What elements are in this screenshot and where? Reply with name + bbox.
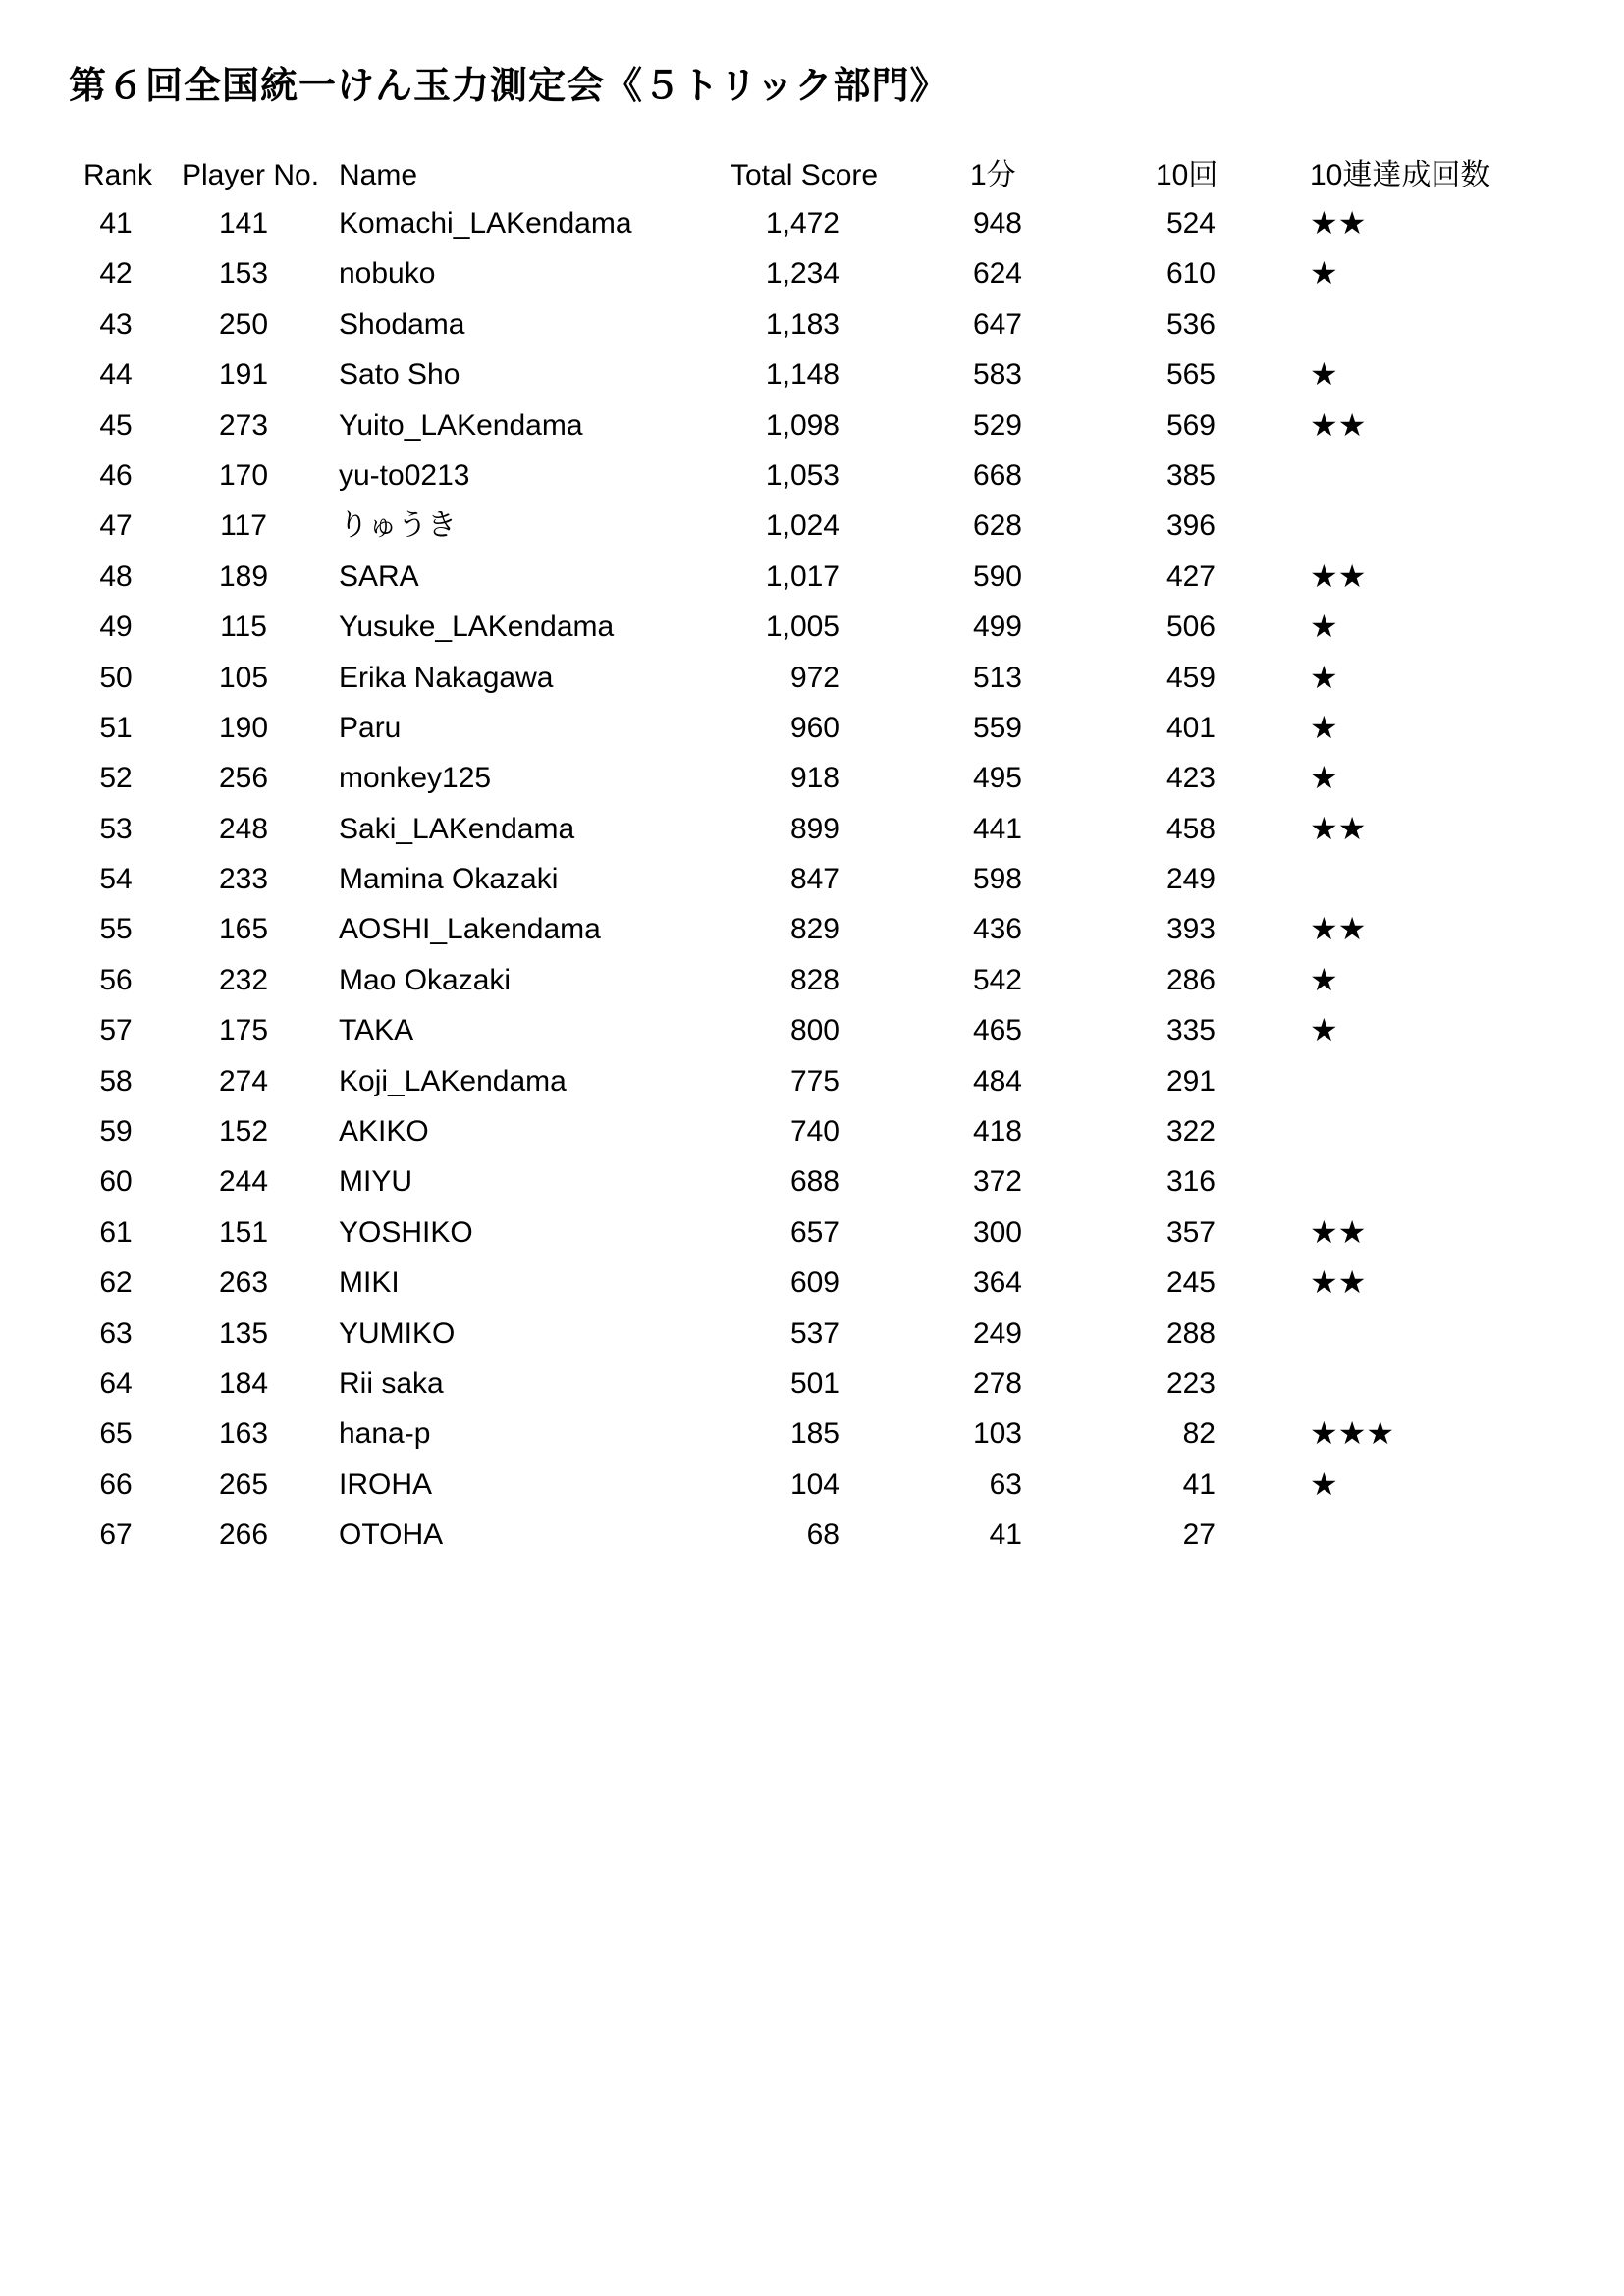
player-name-cell: AKIKO xyxy=(339,1115,429,1148)
table-row xyxy=(0,1005,1624,1055)
player-no-cell: 256 xyxy=(218,762,269,795)
header-ten-streak-count: 10連達成回数 xyxy=(1310,159,1490,191)
ten-streak-stars: ★★★ xyxy=(1310,1415,1395,1452)
ten-streak-stars: ★ xyxy=(1310,1012,1338,1048)
player-name-cell: Rii saka xyxy=(339,1366,444,1400)
ten-times-score-cell: 385 xyxy=(1165,458,1216,492)
player-no-cell: 117 xyxy=(220,509,267,543)
one-minute-score-cell: 624 xyxy=(972,257,1022,291)
ten-streak-stars: ★★ xyxy=(1310,1264,1367,1301)
rank-cell: 48 xyxy=(99,560,133,593)
player-name-cell: Sato Sho xyxy=(339,358,460,392)
ten-times-score-cell: 393 xyxy=(1165,913,1216,946)
total-score-cell: 800 xyxy=(789,1014,839,1047)
rank-cell: 47 xyxy=(99,509,133,543)
player-name-cell: Paru xyxy=(339,711,402,744)
player-no-cell: 135 xyxy=(218,1316,269,1350)
player-name-cell: nobuko xyxy=(339,257,436,291)
total-score-cell: 1,183 xyxy=(765,307,839,341)
total-score-cell: 1,017 xyxy=(765,560,839,593)
player-name-cell: Mamina Okazaki xyxy=(339,863,559,896)
ten-times-score-cell: 316 xyxy=(1165,1165,1216,1199)
rank-cell: 42 xyxy=(99,257,133,291)
rank-cell: 46 xyxy=(99,458,133,492)
rank-cell: 66 xyxy=(99,1468,133,1501)
one-minute-score-cell: 484 xyxy=(972,1064,1022,1097)
ten-times-score-cell: 536 xyxy=(1165,307,1216,341)
ten-times-score-cell: 335 xyxy=(1165,1014,1216,1047)
rank-cell: 54 xyxy=(99,863,133,896)
table-row xyxy=(0,1156,1624,1206)
player-name-cell: りゅうき xyxy=(339,509,457,543)
player-no-cell: 184 xyxy=(218,1366,269,1400)
one-minute-score-cell: 948 xyxy=(972,207,1022,240)
ten-times-score-cell: 396 xyxy=(1165,509,1216,543)
player-name-cell: MIKI xyxy=(339,1266,400,1300)
ten-streak-stars: ★ xyxy=(1310,356,1338,393)
total-score-cell: 847 xyxy=(789,863,839,896)
total-score-cell: 775 xyxy=(789,1064,839,1097)
ten-streak-stars: ★★ xyxy=(1310,406,1367,443)
player-no-cell: 105 xyxy=(218,661,269,694)
player-name-cell: TAKA xyxy=(339,1014,414,1047)
ten-times-score-cell: 524 xyxy=(1165,207,1216,240)
table-row xyxy=(0,299,1624,349)
one-minute-score-cell: 495 xyxy=(972,762,1022,795)
player-no-cell: 153 xyxy=(218,257,269,291)
total-score-cell: 609 xyxy=(789,1266,839,1300)
ten-streak-stars: ★ xyxy=(1310,709,1338,745)
one-minute-score-cell: 499 xyxy=(972,611,1022,644)
ten-times-score-cell: 291 xyxy=(1165,1064,1216,1097)
player-name-cell: SARA xyxy=(339,560,419,593)
total-score-cell: 1,098 xyxy=(765,408,839,442)
total-score-cell: 185 xyxy=(789,1417,839,1451)
total-score-cell: 899 xyxy=(789,812,839,845)
ten-streak-stars: ★ xyxy=(1310,255,1338,292)
one-minute-score-cell: 278 xyxy=(972,1366,1022,1400)
ten-times-score-cell: 506 xyxy=(1165,611,1216,644)
ten-times-score-cell: 357 xyxy=(1165,1215,1216,1249)
table-row xyxy=(0,1106,1624,1156)
one-minute-score-cell: 300 xyxy=(972,1215,1022,1249)
ten-times-score-cell: 223 xyxy=(1165,1366,1216,1400)
one-minute-score-cell: 441 xyxy=(972,812,1022,845)
one-minute-score-cell: 372 xyxy=(972,1165,1022,1199)
total-score-cell: 828 xyxy=(789,963,839,996)
table-row xyxy=(0,753,1624,803)
one-minute-score-cell: 529 xyxy=(972,408,1022,442)
table-row xyxy=(0,451,1624,501)
ten-times-score-cell: 423 xyxy=(1165,762,1216,795)
total-score-cell: 688 xyxy=(789,1165,839,1199)
ten-times-score-cell: 569 xyxy=(1165,408,1216,442)
ten-times-score-cell: 610 xyxy=(1165,257,1216,291)
one-minute-score-cell: 103 xyxy=(972,1417,1022,1451)
table-row xyxy=(0,703,1624,753)
player-name-cell: Komachi_LAKendama xyxy=(339,207,632,240)
rank-cell: 55 xyxy=(99,913,133,946)
ten-streak-stars: ★ xyxy=(1310,961,1338,997)
player-no-cell: 244 xyxy=(218,1165,269,1199)
player-no-cell: 232 xyxy=(218,963,269,996)
total-score-cell: 1,234 xyxy=(765,257,839,291)
one-minute-score-cell: 418 xyxy=(972,1115,1022,1148)
table-row xyxy=(0,501,1624,551)
table-row xyxy=(0,1409,1624,1459)
player-no-cell: 191 xyxy=(218,358,269,392)
player-no-cell: 163 xyxy=(218,1417,269,1451)
rank-cell: 59 xyxy=(99,1115,133,1148)
player-name-cell: Yusuke_LAKendama xyxy=(339,611,615,644)
one-minute-score-cell: 628 xyxy=(972,509,1022,543)
player-no-cell: 152 xyxy=(218,1115,269,1148)
ten-streak-stars: ★★ xyxy=(1310,1213,1367,1250)
table-row xyxy=(0,602,1624,652)
player-no-cell: 274 xyxy=(218,1064,269,1097)
total-score-cell: 960 xyxy=(789,711,839,744)
player-no-cell: 151 xyxy=(218,1215,269,1249)
rank-cell: 62 xyxy=(99,1266,133,1300)
one-minute-score-cell: 63 xyxy=(989,1468,1022,1501)
table-row xyxy=(0,248,1624,298)
table-row xyxy=(0,198,1624,248)
player-name-cell: monkey125 xyxy=(339,762,492,795)
table-row xyxy=(0,1460,1624,1510)
player-no-cell: 263 xyxy=(218,1266,269,1300)
ten-times-score-cell: 82 xyxy=(1182,1417,1216,1451)
table-row xyxy=(0,1308,1624,1359)
player-name-cell: Erika Nakagawa xyxy=(339,661,554,694)
ten-times-score-cell: 322 xyxy=(1165,1115,1216,1148)
ten-times-score-cell: 41 xyxy=(1182,1468,1216,1501)
ten-streak-stars: ★★ xyxy=(1310,810,1367,846)
player-no-cell: 141 xyxy=(218,207,269,240)
player-no-cell: 273 xyxy=(218,408,269,442)
one-minute-score-cell: 513 xyxy=(972,661,1022,694)
player-name-cell: OTOHA xyxy=(339,1519,444,1552)
total-score-cell: 1,024 xyxy=(765,509,839,543)
header-one-minute: 1分 xyxy=(970,159,1016,191)
table-row xyxy=(0,955,1624,1005)
one-minute-score-cell: 249 xyxy=(972,1316,1022,1350)
rank-cell: 44 xyxy=(99,358,133,392)
one-minute-score-cell: 542 xyxy=(972,963,1022,996)
table-header-row xyxy=(0,150,1624,201)
player-name-cell: Saki_LAKendama xyxy=(339,812,575,845)
table-row xyxy=(0,1207,1624,1257)
rank-cell: 45 xyxy=(99,408,133,442)
player-no-cell: 165 xyxy=(218,913,269,946)
total-score-cell: 657 xyxy=(789,1215,839,1249)
total-score-cell: 1,053 xyxy=(765,458,839,492)
header-player-no: Player No. xyxy=(182,159,320,191)
rank-cell: 41 xyxy=(99,207,133,240)
player-name-cell: Shodama xyxy=(339,307,465,341)
ten-streak-stars: ★ xyxy=(1310,1466,1338,1502)
header-ten-times: 10回 xyxy=(1156,159,1218,191)
one-minute-score-cell: 436 xyxy=(972,913,1022,946)
table-body xyxy=(0,198,1624,1561)
rank-cell: 43 xyxy=(99,307,133,341)
one-minute-score-cell: 465 xyxy=(972,1014,1022,1047)
player-no-cell: 170 xyxy=(218,458,269,492)
rank-cell: 61 xyxy=(99,1215,133,1249)
header-rank: Rank xyxy=(83,159,153,191)
table-row xyxy=(0,400,1624,451)
total-score-cell: 740 xyxy=(789,1115,839,1148)
total-score-cell: 501 xyxy=(789,1366,839,1400)
ten-times-score-cell: 27 xyxy=(1182,1519,1216,1552)
total-score-cell: 1,005 xyxy=(765,611,839,644)
total-score-cell: 1,148 xyxy=(765,358,839,392)
rank-cell: 51 xyxy=(99,711,133,744)
one-minute-score-cell: 647 xyxy=(972,307,1022,341)
rank-cell: 65 xyxy=(99,1417,133,1451)
ten-times-score-cell: 427 xyxy=(1165,560,1216,593)
header-name: Name xyxy=(339,159,418,191)
rank-cell: 57 xyxy=(99,1014,133,1047)
rank-cell: 53 xyxy=(99,812,133,845)
rank-cell: 67 xyxy=(99,1519,133,1552)
rank-cell: 64 xyxy=(99,1366,133,1400)
one-minute-score-cell: 559 xyxy=(972,711,1022,744)
table-row xyxy=(0,1257,1624,1308)
rank-cell: 60 xyxy=(99,1165,133,1199)
player-name-cell: AOSHI_Lakendama xyxy=(339,913,601,946)
player-name-cell: MIYU xyxy=(339,1165,412,1199)
rank-cell: 49 xyxy=(99,611,133,644)
total-score-cell: 1,472 xyxy=(765,207,839,240)
ten-streak-stars: ★ xyxy=(1310,659,1338,695)
table-row xyxy=(0,904,1624,954)
one-minute-score-cell: 590 xyxy=(972,560,1022,593)
one-minute-score-cell: 598 xyxy=(972,863,1022,896)
one-minute-score-cell: 41 xyxy=(989,1519,1022,1552)
player-no-cell: 248 xyxy=(218,812,269,845)
table-row xyxy=(0,1056,1624,1106)
ten-times-score-cell: 458 xyxy=(1165,812,1216,845)
player-no-cell: 175 xyxy=(218,1014,269,1047)
player-no-cell: 115 xyxy=(220,611,267,644)
player-no-cell: 190 xyxy=(218,711,269,744)
one-minute-score-cell: 668 xyxy=(972,458,1022,492)
ten-times-score-cell: 286 xyxy=(1165,963,1216,996)
ten-times-score-cell: 459 xyxy=(1165,661,1216,694)
player-name-cell: Koji_LAKendama xyxy=(339,1064,567,1097)
ten-streak-stars: ★ xyxy=(1310,609,1338,645)
page-title: 第６回全国統一けん玉力測定会《５トリック部門》 xyxy=(69,66,948,107)
ten-streak-stars: ★ xyxy=(1310,760,1338,796)
ten-times-score-cell: 249 xyxy=(1165,863,1216,896)
table-row xyxy=(0,349,1624,400)
table-row xyxy=(0,1510,1624,1560)
total-score-cell: 972 xyxy=(789,661,839,694)
table-row xyxy=(0,653,1624,703)
rank-cell: 58 xyxy=(99,1064,133,1097)
one-minute-score-cell: 364 xyxy=(972,1266,1022,1300)
ten-times-score-cell: 245 xyxy=(1165,1266,1216,1300)
rank-cell: 52 xyxy=(99,762,133,795)
player-no-cell: 233 xyxy=(218,863,269,896)
table-row xyxy=(0,552,1624,602)
player-name-cell: YUMIKO xyxy=(339,1316,456,1350)
table-row xyxy=(0,804,1624,854)
total-score-cell: 68 xyxy=(806,1519,839,1552)
ten-times-score-cell: 288 xyxy=(1165,1316,1216,1350)
total-score-cell: 537 xyxy=(789,1316,839,1350)
player-name-cell: IROHA xyxy=(339,1468,433,1501)
table-row xyxy=(0,1359,1624,1409)
player-no-cell: 189 xyxy=(218,560,269,593)
rank-cell: 63 xyxy=(99,1316,133,1350)
one-minute-score-cell: 583 xyxy=(972,358,1022,392)
table-row xyxy=(0,854,1624,904)
rank-cell: 56 xyxy=(99,963,133,996)
ten-streak-stars: ★★ xyxy=(1310,911,1367,947)
player-name-cell: hana-p xyxy=(339,1417,431,1451)
player-no-cell: 266 xyxy=(218,1519,269,1552)
ten-streak-stars: ★★ xyxy=(1310,205,1367,240)
total-score-cell: 829 xyxy=(789,913,839,946)
player-name-cell: Yuito_LAKendama xyxy=(339,408,583,442)
total-score-cell: 918 xyxy=(789,762,839,795)
player-no-cell: 250 xyxy=(218,307,269,341)
ten-times-score-cell: 401 xyxy=(1165,711,1216,744)
header-total-score: Total Score xyxy=(731,159,879,191)
total-score-cell: 104 xyxy=(789,1468,839,1501)
player-no-cell: 265 xyxy=(218,1468,269,1501)
player-name-cell: YOSHIKO xyxy=(339,1215,473,1249)
player-name-cell: yu-to0213 xyxy=(339,458,470,492)
rank-cell: 50 xyxy=(99,661,133,694)
ten-times-score-cell: 565 xyxy=(1165,358,1216,392)
ten-streak-stars: ★★ xyxy=(1310,558,1367,594)
player-name-cell: Mao Okazaki xyxy=(339,963,512,996)
